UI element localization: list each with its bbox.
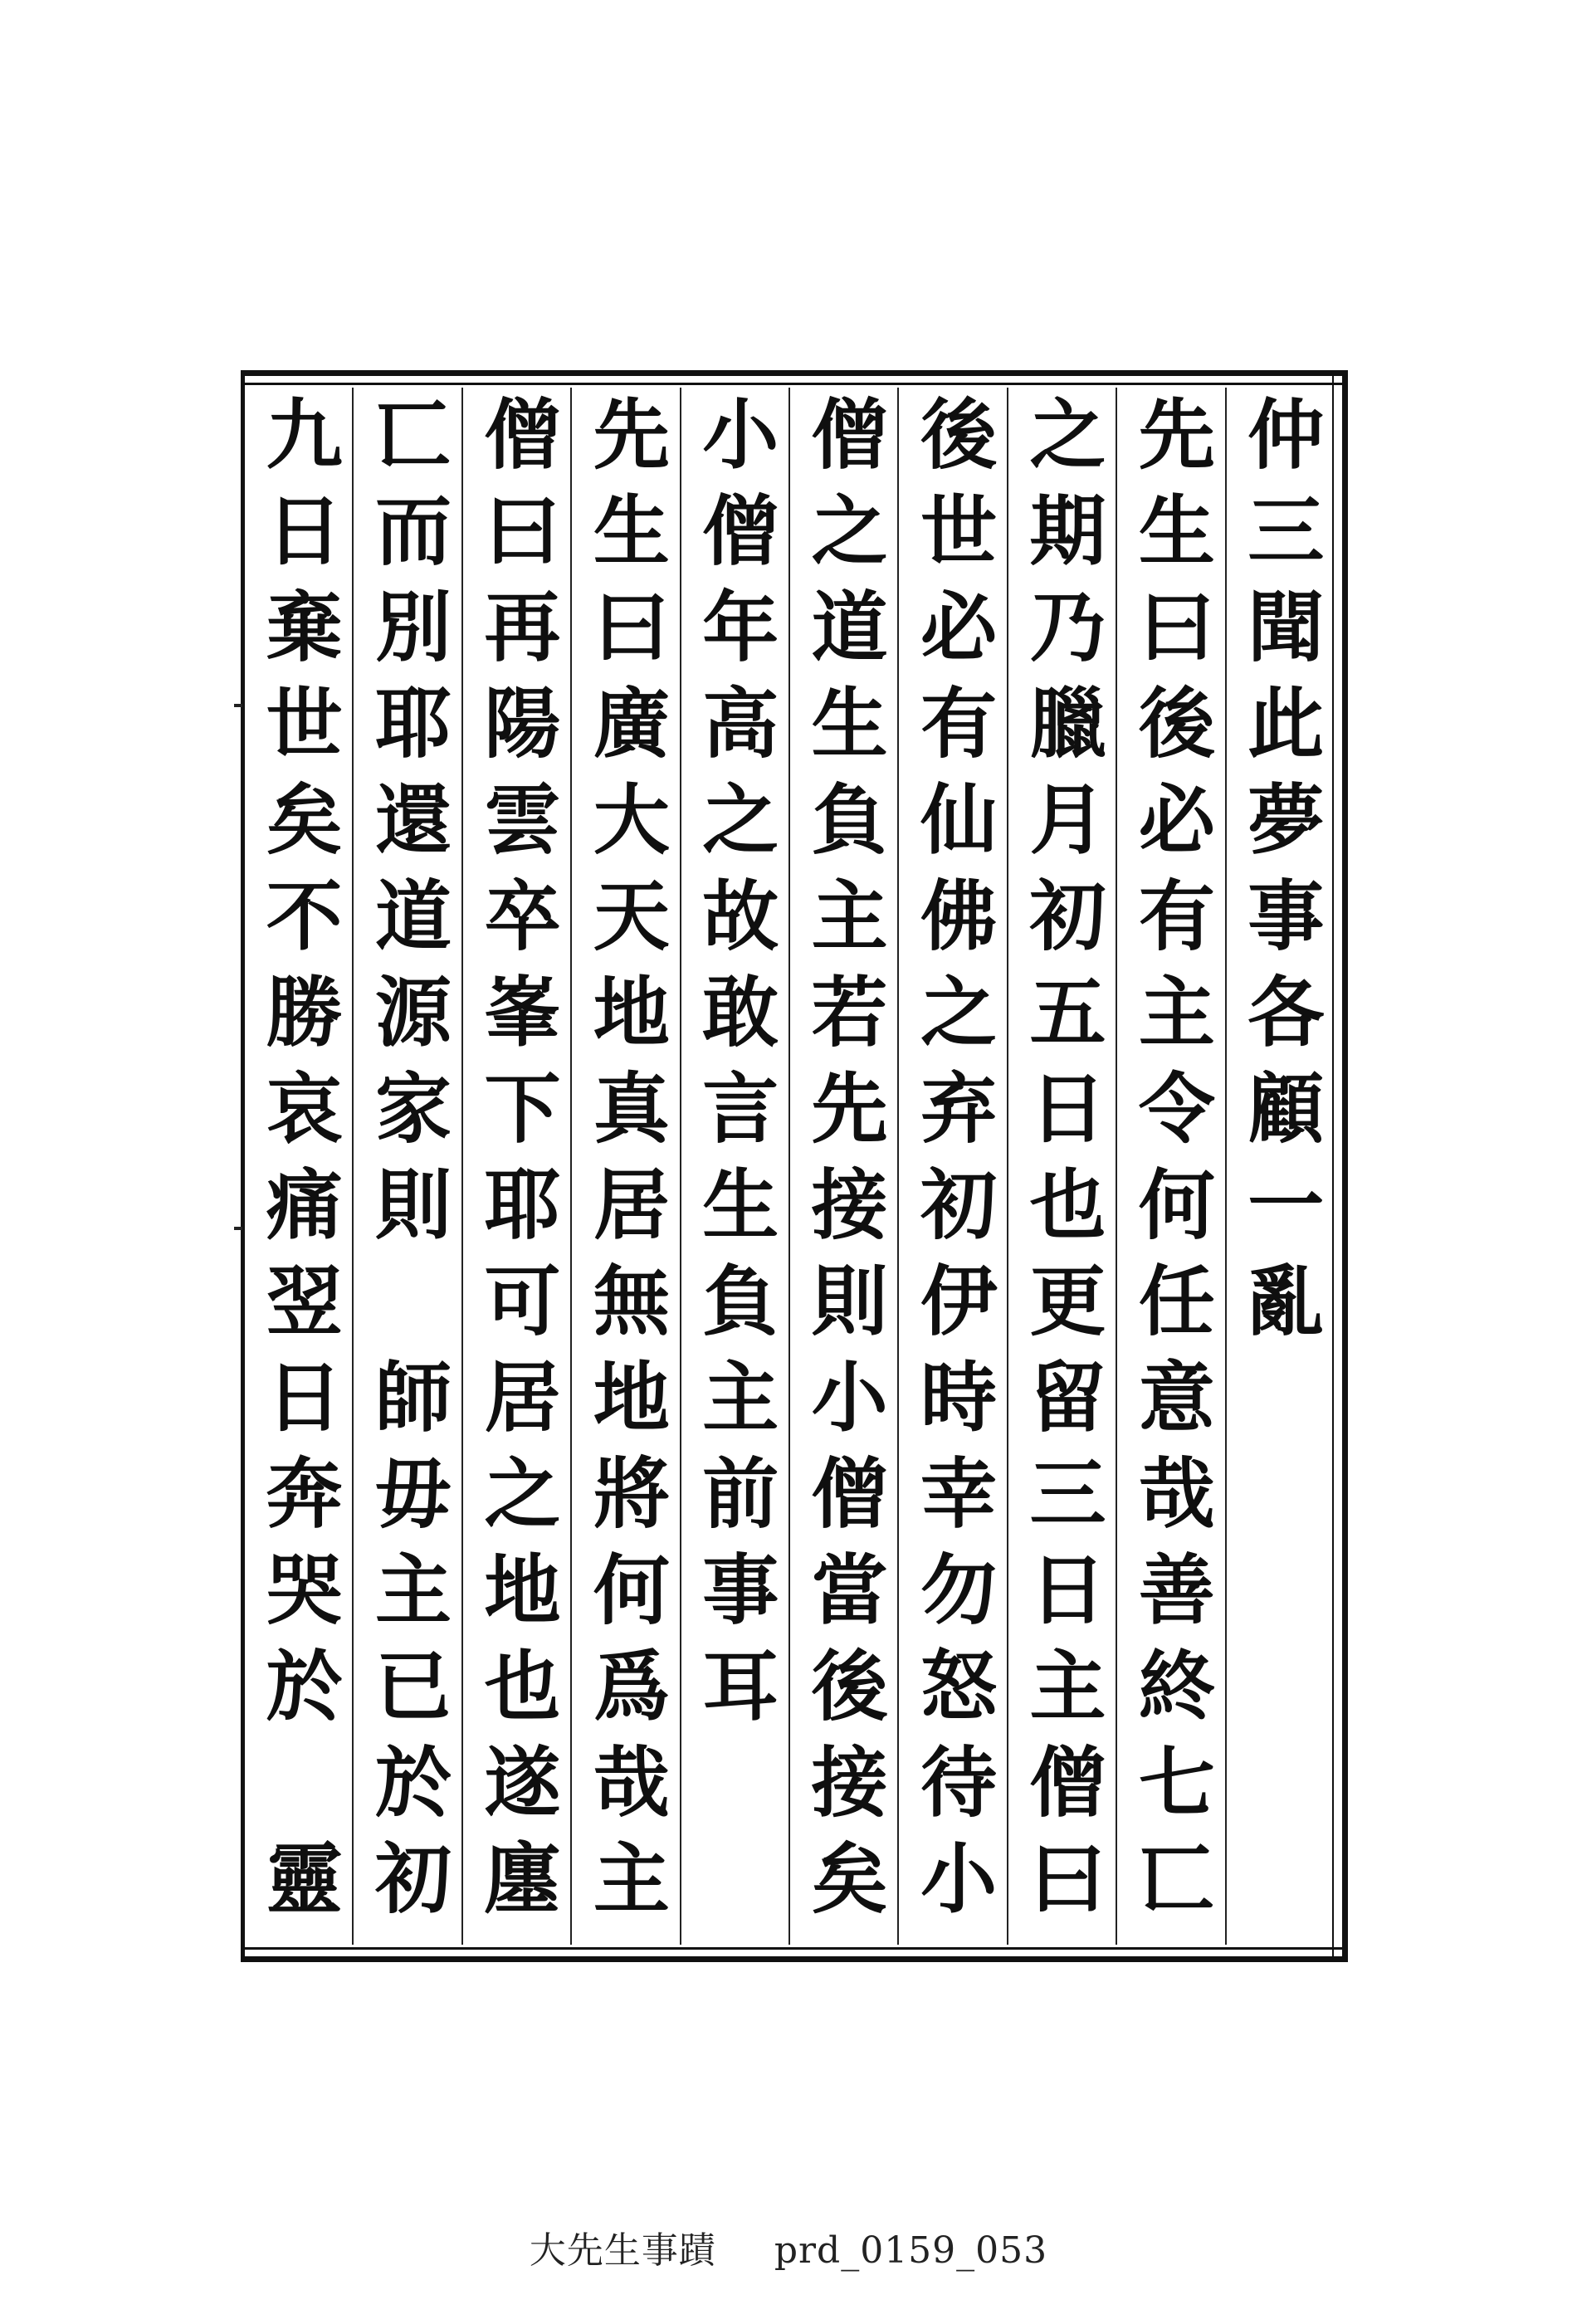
- column-text: 僧曰再陽雲卒峯下耶可居之地也遂廛: [471, 394, 562, 1935]
- margin-tick-mark: [234, 1227, 242, 1230]
- text-columns: [245, 388, 1334, 1945]
- column-text: 九日棄世矣不勝哀痛翌日奔哭於: [253, 394, 344, 1742]
- footer-code: prd_0159_053: [774, 2229, 1048, 2272]
- column-text: 之期乃臘月初五日也更留三日主僧曰: [1017, 394, 1107, 1935]
- text-column-8: [461, 388, 570, 1945]
- frame-inner-line-top: [245, 383, 1342, 385]
- column-text-lower: 靈: [253, 1838, 344, 1935]
- frame-inner-line-bottom: [245, 1947, 1342, 1950]
- text-column-4: [897, 388, 1006, 1945]
- footer-title: 大先生事蹟: [529, 2229, 716, 2272]
- column-text-lower: 師毋主已於初: [363, 1357, 453, 1935]
- column-text: 匸而別耶還道源家則: [363, 394, 453, 1261]
- text-column-7: [570, 388, 679, 1945]
- page-frame: [241, 370, 1348, 1962]
- column-text: 仲三聞此夢事各顧一亂: [1235, 394, 1326, 1357]
- page-footer: [0, 2220, 1577, 2273]
- text-column-1: [1225, 388, 1334, 1945]
- text-column-10: [245, 388, 352, 1945]
- column-text: 先生曰廣大天地真居無地將何爲哉主: [580, 394, 671, 1935]
- text-column-3: [1007, 388, 1116, 1945]
- column-text: 先生曰後必有主令何任意哉善終七匸: [1125, 394, 1216, 1935]
- margin-tick-mark: [234, 704, 242, 707]
- column-text: 僧之道生負主若先接則小僧當後接矣: [798, 394, 889, 1935]
- text-column-5: [788, 388, 897, 1945]
- text-column-9: [352, 388, 461, 1945]
- text-column-6: [680, 388, 788, 1945]
- column-text: 後世必有仙佛之弃初伊時幸勿怒待小: [908, 394, 998, 1935]
- column-text: 小僧年高之故敢言生負主前事耳: [690, 394, 780, 1742]
- text-column-2: [1116, 388, 1224, 1945]
